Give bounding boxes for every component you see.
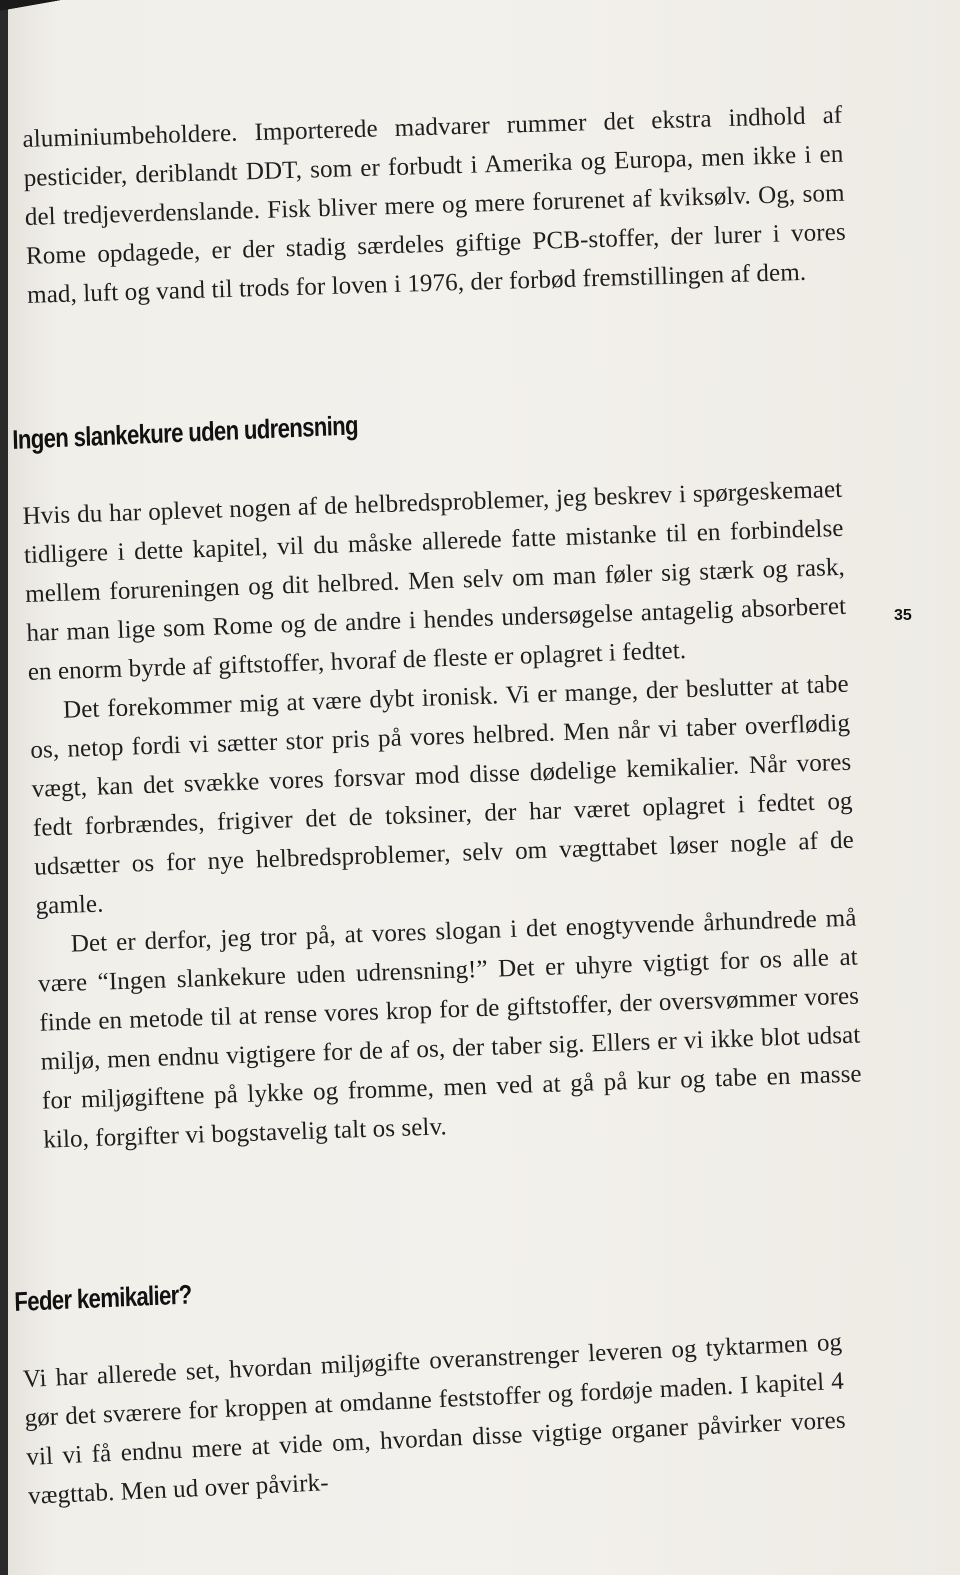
body-paragraph: aluminiumbeholdere. Importerede madvarer rummer det ekstra indhold af pesticider, deriblandt DDT, som er forbudt i Amerika og Europa, men ikke i en del tredjeverdenslande. Fisk bliver mere og mere forurenet af kviksølv. Og, som Rome opdagede, er der stadig særdeles giftige PCB-stoffer, der lurer i vores mad, luft og vand til trods for loven i 1976, der forbød fremstillingen af dem.: [22, 101, 847, 309]
page-corner-shadow: [0, 0, 60, 20]
section2-text-block: [22, 1323, 848, 1516]
section-heading-ingen-slankekure: Ingen slankekure uden udrensning: [12, 410, 359, 455]
section1-text-block: [22, 470, 864, 1160]
body-paragraph: Det er derfor, jeg tror på, at vores slogan i det enogtyvende århundrede må være “Ingen slankekure uden udrensning!” Det er uhyre vigtigt for os alle at finde en metode til at rense vores krop for de giftstoffer, der oversvømmer vores miljø, men endnu vigtigere for de af os, der taber sig. Ellers er vi ikke blot udsat for miljøgiftene på lykke og fromme, men ved at gå på kur og tabe en masse kilo, forgifter vi bogstavelig talt os selv.: [37, 904, 863, 1154]
body-paragraph: Hvis du har oplevet nogen af de helbredsproblemer, jeg beskrev i spørgeskemaet tidligere i dette kapitel, vil du måske allerede fatte mistanke til en forbindelse mellem forureningen og dit helbred. Men selv om man føler sig stærk og rask, har man lige som Rome og de andre i hendes undersøgelse antagelig absorberet en enorm byrde af giftstoffer, hvoraf de fleste er oplagret i fedtet.: [22, 475, 847, 686]
intro-text-block: [22, 96, 847, 315]
body-paragraph: Det forekommer mig at være dybt ironisk. Vi er mange, der beslutter at tabe os, netop fordi vi sætter stor pris på vores helbred. Men når vi taber overflødig vægt, kan det svække vores forsvar mod disse dødelige kemikalier. Når vores fedt forbrændes, frigiver det de toksiner, der har været oplagret i fedtet og udsætter os for nye helbredsproblemer, selv om vægttabet løser nogle af de gamle.: [29, 670, 855, 920]
book-spine-shadow: [0, 0, 8, 1575]
body-paragraph: Vi har allerede set, hvordan miljøgifte overanstrenger leveren og tyktarmen og gør det sværere for kroppen at omdanne feststoffer og fordøje maden. I kapitel 4 vil vi få endnu mere at vide om, hvordan disse vigtige organer påvirker vores vægttab. Men ud over påvirk-: [22, 1328, 847, 1510]
section-heading-feder-kemikalier: Feder kemikalier?: [14, 1279, 192, 1317]
page-number: 35: [894, 607, 912, 624]
